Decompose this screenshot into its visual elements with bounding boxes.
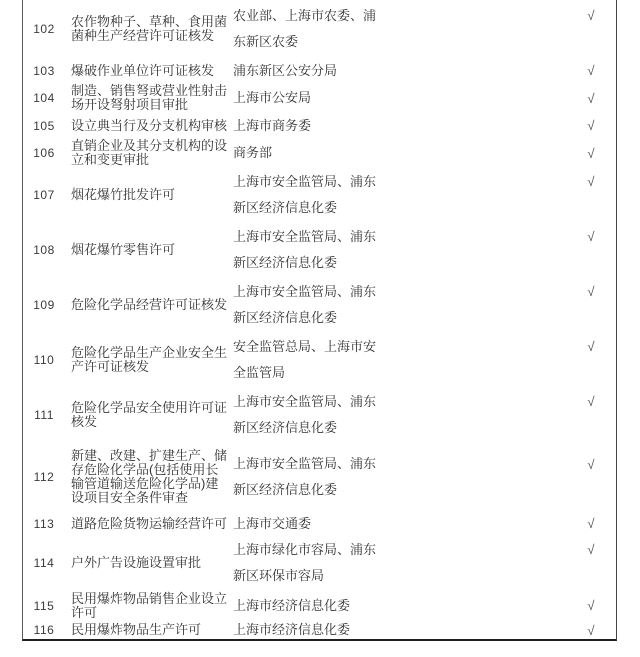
agency-cell	[225, 58, 566, 84]
table-row	[23, 535, 616, 590]
table-row	[23, 621, 616, 639]
item-text-line: 烟花爆竹零售许可	[71, 241, 176, 257]
row-number: 114	[33, 555, 55, 570]
table-row	[23, 57, 616, 84]
agency-text-line: 上海市安全监管局、浦东	[233, 228, 377, 244]
agency-text-line: 上海市经济信息化委	[233, 597, 351, 613]
agency-text-line: 新区经济信息化委	[233, 254, 338, 270]
agency-cell	[225, 279, 566, 331]
row-number: 105	[33, 118, 55, 133]
row-number: 109	[33, 297, 55, 312]
checkmark: √	[587, 174, 595, 189]
item-name-cell	[65, 138, 228, 167]
item-text-line: 道路危险货物运输经营许可	[71, 515, 228, 531]
item-text-line: 设项目安全条件审查	[71, 490, 189, 505]
agency-text-line: 新区经济信息化委	[233, 419, 338, 435]
item-text-line: 核发	[71, 413, 98, 429]
table-row	[23, 222, 616, 277]
checkmark: √	[587, 145, 595, 161]
row-number: 103	[33, 63, 55, 78]
item-text-line: 烟花爆竹批发许可	[71, 186, 176, 202]
item-name-cell	[65, 399, 228, 429]
item-text-line: 场开设弩射项目审批	[71, 97, 189, 112]
agency-cell	[225, 451, 566, 503]
agency-cell	[225, 389, 566, 441]
row-number: 111	[34, 407, 54, 422]
item-name-cell	[65, 344, 228, 374]
table-row	[23, 387, 616, 442]
row-number: 107	[33, 187, 55, 202]
agency-cell	[225, 537, 566, 589]
checkmark: √	[587, 456, 595, 472]
item-text-line: 危险化学品经营许可证核发	[71, 296, 228, 312]
agency-text-line: 上海市安全监管局、浦东	[233, 173, 377, 189]
table-row	[23, 512, 616, 535]
item-text-line: 输管道输送危险化学品)建	[71, 476, 219, 491]
item-text-line: 爆破作业单位许可证核发	[71, 62, 215, 78]
agency-cell	[225, 593, 566, 619]
item-text-line: 农作物种子、草种、食用菌	[71, 13, 228, 29]
checkmark: √	[587, 90, 595, 106]
item-name-cell	[65, 515, 228, 531]
agency-cell	[225, 3, 566, 55]
item-text-line: 危险化学品安全使用许可证	[71, 399, 228, 415]
agency-text-line: 东新区农委	[233, 33, 299, 49]
item-text-line: 新建、改建、扩建生产、储	[71, 448, 228, 463]
row-number: 112	[33, 470, 55, 484]
agency-text-line: 新区经济信息化委	[233, 482, 338, 497]
checkmark: √	[587, 542, 595, 557]
item-name-cell	[65, 623, 225, 637]
row-number: 104	[33, 91, 55, 105]
checkmark: √	[587, 516, 595, 531]
table-row	[23, 332, 616, 387]
agency-text-line: 上海市公安局	[233, 90, 312, 105]
agency-text-line: 上海市绿化市容局、浦东	[233, 541, 377, 557]
item-text-line: 菌种生产经营许可证核发	[71, 27, 215, 43]
row-number: 116	[33, 623, 55, 637]
item-text-line: 许可	[71, 604, 98, 620]
item-name-cell	[65, 243, 225, 257]
item-text-line: 立和变更审批	[71, 152, 150, 167]
item-name-cell	[65, 13, 228, 43]
agency-cell	[225, 617, 566, 643]
item-name-cell	[65, 556, 225, 570]
checkmark: √	[587, 118, 595, 133]
table-row	[23, 277, 616, 332]
row-number: 106	[33, 146, 55, 160]
checkmark: √	[587, 394, 595, 409]
item-text-line: 民用爆炸物品销售企业设立	[71, 590, 228, 606]
row-number: 115	[33, 598, 55, 613]
agency-text-line: 商务部	[233, 145, 273, 160]
agency-cell	[225, 511, 566, 537]
item-name-cell	[65, 64, 225, 78]
agency-text-line: 上海市安全监管局、浦东	[233, 283, 377, 299]
item-name-cell	[65, 590, 228, 620]
agency-text-line: 安全监管总局、上海市安	[233, 338, 377, 354]
agency-cell	[225, 169, 566, 221]
agency-text-line: 上海市商务委	[233, 117, 312, 133]
checkmark: √	[587, 63, 595, 78]
row-number: 110	[33, 352, 55, 367]
item-name-cell	[65, 296, 228, 312]
agency-text-line: 新区环保市容局	[233, 567, 325, 583]
agency-text-line: 上海市安全监管局、浦东	[233, 456, 377, 471]
agency-cell	[225, 140, 566, 166]
agency-text-line: 农业部、上海市农委、浦	[233, 7, 377, 23]
agency-cell	[225, 113, 566, 139]
item-text-line: 危险化学品生产企业安全生	[71, 344, 228, 360]
item-text-line: 设立典当行及分支机构审核	[71, 117, 228, 133]
agency-text-line: 新区经济信息化委	[233, 309, 338, 325]
table-row	[23, 442, 616, 512]
agency-text-line: 新区经济信息化委	[233, 199, 338, 215]
row-number: 102	[33, 21, 55, 36]
approval-items-table	[22, 0, 617, 641]
table-row	[23, 84, 616, 112]
checkmark: √	[587, 229, 595, 244]
item-text-line: 直销企业及其分支机构的设	[71, 138, 228, 153]
checkmark: √	[587, 8, 595, 23]
checkmark: √	[587, 622, 595, 638]
checkmark: √	[587, 339, 595, 354]
item-name-cell	[65, 448, 228, 505]
agency-text-line: 上海市经济信息化委	[233, 622, 351, 637]
row-number: 113	[33, 516, 55, 531]
agency-text-line: 上海市交通委	[233, 515, 312, 531]
checkmark: √	[587, 598, 595, 613]
item-text-line: 民用爆炸物品生产许可	[71, 622, 202, 637]
checkmark: √	[587, 284, 595, 299]
item-name-cell	[65, 188, 225, 202]
agency-cell	[225, 334, 566, 386]
agency-text-line: 浦东新区公安分局	[233, 62, 338, 78]
item-text-line: 存危险化学品(包括使用长	[71, 462, 219, 477]
item-name-cell	[65, 83, 228, 112]
item-text-line: 产许可证核发	[71, 358, 150, 374]
table-row	[23, 139, 616, 167]
table-row	[23, 112, 616, 139]
agency-cell	[225, 224, 566, 276]
item-text-line: 户外广告设施设置审批	[71, 554, 202, 570]
agency-cell	[225, 85, 566, 111]
item-name-cell	[65, 117, 228, 133]
agency-text-line: 上海市安全监管局、浦东	[233, 393, 377, 409]
item-text-line: 制造、销售弩或营业性射击	[71, 83, 228, 98]
table-row	[23, 167, 616, 222]
agency-text-line: 全监管局	[233, 364, 286, 380]
table-row	[23, 0, 616, 57]
row-number: 108	[33, 242, 55, 257]
